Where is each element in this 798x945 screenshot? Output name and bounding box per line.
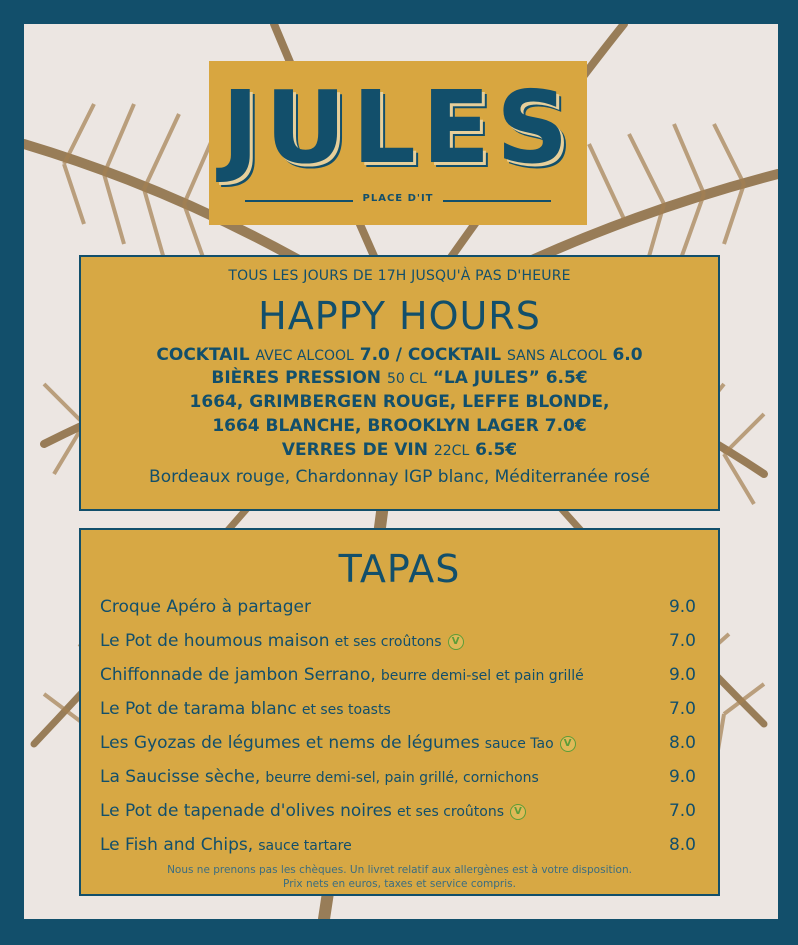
tapas-item-description: et ses croûtons <box>334 634 442 650</box>
tapas-item-name: Le Pot de tarama blanc <box>100 699 297 719</box>
tapas-panel <box>79 528 720 896</box>
beer-volume: 50 CL <box>386 371 427 387</box>
tapas-item-description: beurre demi-sel, pain grillé, cornichons <box>265 770 539 786</box>
tapas-item <box>100 696 696 722</box>
logo-subtitle: PLACE D'IT <box>362 193 434 204</box>
footnote-line-1: Nous ne prenons pas les chèques. Un livret relatif aux allergènes est à votre disposition. <box>167 864 632 876</box>
beer-list-line-1: 1664, GRIMBERGEN ROUGE, LEFFE BLONDE, <box>189 392 610 412</box>
footnote-line-2: Prix nets en euros, taxes et service compris. <box>283 878 516 890</box>
tapas-item <box>100 594 696 620</box>
beer-list-line-2: 1664 BLANCHE, BROOKLYN LAGER 7.0€ <box>212 416 587 436</box>
tapas-item-description: beurre demi-sel et pain grillé <box>380 668 584 684</box>
cocktail-line <box>81 344 718 367</box>
tapas-item-price: 8.0 <box>668 733 696 753</box>
cocktail-price-and-label: 7.0 / COCKTAIL <box>359 345 502 365</box>
tapas-item-price: 9.0 <box>668 597 696 617</box>
tapas-item-description: et ses croûtons <box>397 804 505 820</box>
tapas-item <box>100 628 696 654</box>
tapas-item <box>100 798 696 824</box>
tapas-item <box>100 662 696 688</box>
tapas-item-description: sauce Tao <box>484 736 554 752</box>
tapas-item-name: Croque Apéro à partager <box>100 597 311 617</box>
jules-logo <box>209 61 587 225</box>
tapas-item-name: La Saucisse sèche, <box>100 767 261 787</box>
tapas-item-price: 7.0 <box>668 801 696 821</box>
beer-label: BIÈRES PRESSION <box>211 368 382 388</box>
happy-hours-schedule: TOUS LES JOURS DE 17H JUSQU'À PAS D'HEURE <box>228 268 571 284</box>
vegetarian-icon: V <box>510 804 526 820</box>
tapas-item-price: 8.0 <box>668 835 696 855</box>
logo-word: JULES <box>221 69 575 186</box>
wine-line <box>81 439 718 462</box>
tapas-title: TAPAS <box>338 547 461 591</box>
beer-house-price: “LA JULES” 6.5€ <box>432 368 588 388</box>
tapas-item-name: Les Gyozas de légumes et nems de légumes <box>100 733 480 753</box>
tapas-item <box>100 730 696 756</box>
wine-volume: 22CL <box>433 443 470 459</box>
beer-line <box>81 367 718 390</box>
tapas-item-name: Le Fish and Chips, <box>100 835 254 855</box>
cocktail-nonalcohol-price: 6.0 <box>612 345 643 365</box>
wine-list: Bordeaux rouge, Chardonnay IGP blanc, Méditerranée rosé <box>149 467 650 487</box>
tapas-item-description: et ses toasts <box>301 702 391 718</box>
tapas-item-description: sauce tartare <box>258 838 352 854</box>
tapas-item-price: 7.0 <box>668 699 696 719</box>
tapas-item-name: Le Pot de houmous maison <box>100 631 330 651</box>
wine-price: 6.5€ <box>475 440 518 460</box>
vegetarian-icon: V <box>448 634 464 650</box>
menu-frame <box>24 24 778 919</box>
happy-hours-panel <box>79 255 720 511</box>
vegetarian-icon: V <box>560 736 576 752</box>
tapas-item-price: 9.0 <box>668 665 696 685</box>
tapas-item-name: Le Pot de tapenade d'olives noires <box>100 801 392 821</box>
tapas-item <box>100 764 696 790</box>
cocktail-nonalcohol-note: SANS ALCOOL <box>507 348 607 364</box>
cocktail-alcohol-note: AVEC ALCOOL <box>255 348 354 364</box>
cocktail-label: COCKTAIL <box>156 345 250 365</box>
happy-hours-title: HAPPY HOURS <box>258 294 541 338</box>
footnote <box>81 863 718 891</box>
tapas-item-name: Chiffonnade de jambon Serrano, <box>100 665 376 685</box>
tapas-item <box>100 832 696 858</box>
tapas-item-price: 7.0 <box>668 631 696 651</box>
tapas-item-price: 9.0 <box>668 767 696 787</box>
wine-label: VERRES DE VIN <box>281 440 428 460</box>
